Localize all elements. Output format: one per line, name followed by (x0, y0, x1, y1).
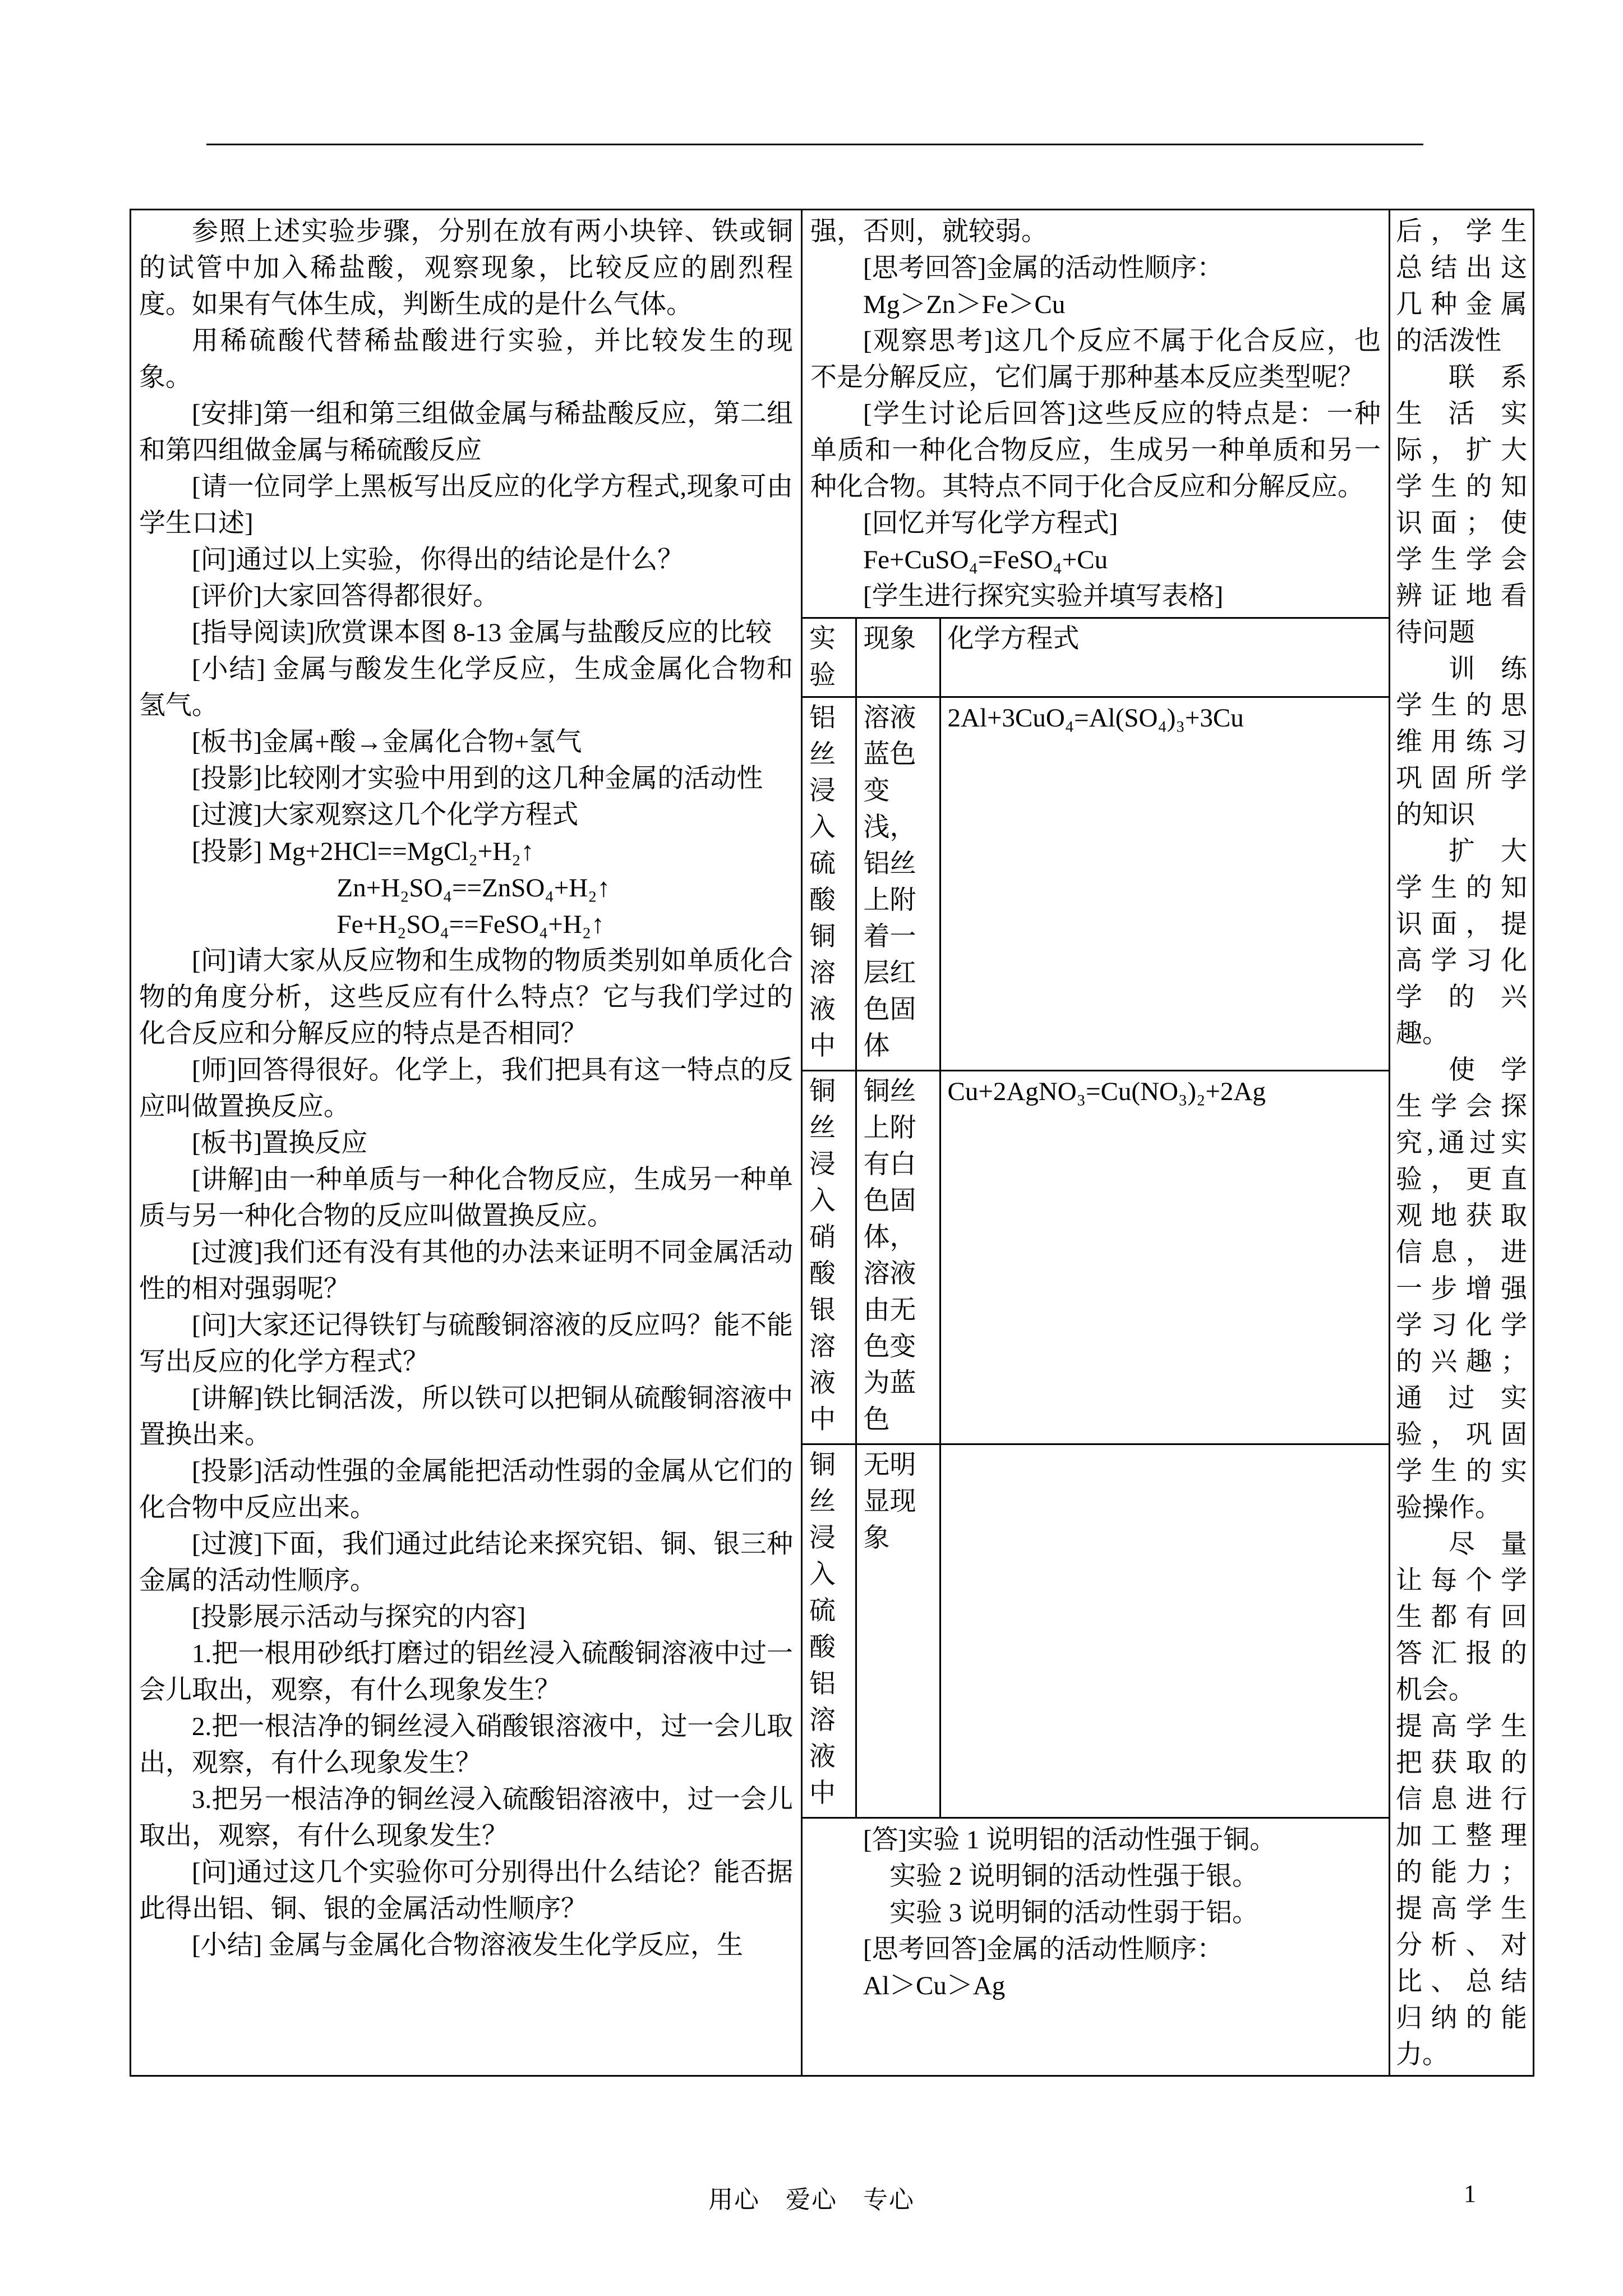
paragraph: [问]大家还记得铁钉与硫酸铜溶液的反应吗？能不能写出反应的化学方程式？ (139, 1311, 793, 1377)
paragraph: [指导阅读]欣赏课本图 8-13 金属与盐酸反应的比较 (192, 618, 772, 647)
paragraph: 使学生学会探究,通过实验，更直观地获取信息，进一步增强学习化学的兴趣；通过实验，巩固学生的实验操作。 (1396, 1056, 1527, 1522)
phenomenon-cell: 铜丝上附有白色固体，溶液由无色变为蓝色 (856, 1071, 940, 1444)
middle-bottom-text (803, 1819, 1389, 2004)
activity-series: Mg＞Zn＞Fe＞Cu (863, 290, 1066, 319)
paragraph: [思考回答]金属的活动性顺序： (863, 254, 1224, 283)
paragraph: 实验 3 说明铜的活动性弱于铝。 (889, 1898, 1258, 1927)
paragraph: [投影]活动性强的金属能把活动性弱的金属从它们的化合物中反应出来。 (139, 1457, 793, 1522)
paragraph: [观察思考]这几个反应不属于化合反应，也不是分解反应，它们属于那种基本反应类型呢？ (810, 326, 1381, 392)
equation-cell: 2Al+3CuO₄=Al(SO₄)₃+3Cu (940, 697, 1389, 1071)
activity-series: Al＞Cu＞Ag (863, 1971, 1006, 2000)
paragraph: 参照上述实验步骤，分别在放有两小块锌、铁或铜的试管中加入稀盐酸，观察现象，比较反应的剧烈程度。如果有气体生成，判断生成的是什么气体。 (139, 217, 793, 319)
header-rule (206, 144, 1423, 145)
paragraph: [讲解]铁比铜活泼，所以铁可以把铜从硫酸铜溶液中置换出来。 (139, 1384, 793, 1450)
paragraph: [安排]第一组和第三组做金属与稀盐酸反应，第二组和第四组做金属与稀硫酸反应 (139, 399, 793, 465)
equation-cell: Cu+2AgNO₃=Cu(NO₃)₂+2Ag (940, 1071, 1389, 1444)
paragraph: [答]实验 1 说明铝的活动性强于铜。 (863, 1825, 1276, 1855)
paragraph: [小结] 金属与酸发生化学反应，生成金属化合物和氢气。 (139, 655, 793, 720)
paragraph: 实验 2 说明铜的活动性强于银。 (889, 1862, 1258, 1891)
paragraph: [思考回答]金属的活动性顺序： (863, 1935, 1224, 1964)
paragraph: [小结] 金属与金属化合物溶液发生化学反应，生 (192, 1931, 744, 1960)
paragraph: 联系生活实际，扩大学生的知识面；使学生学会辨证地看待问题 (1396, 363, 1527, 647)
teaching-process-middle-column (803, 210, 1390, 2075)
teaching-notes-column (1390, 210, 1533, 2075)
paragraph: [学生讨论后回答]这些反应的特点是：一种单质和一种化合物反应，生成另一种单质和另一种化合物。其特点不同于化合反应和分解反应。 (810, 399, 1381, 501)
paragraph: [投影展示活动与探究的内容] (192, 1603, 526, 1632)
phenomenon-header-cell: 现象 (856, 618, 940, 697)
equation-header-cell: 化学方程式 (940, 618, 1389, 697)
chemical-equation: Fe+H₂SO₄==FeSO₄+H₂↑ (336, 910, 605, 939)
experiment-cell: 铜丝浸入硫酸铝溶液中 (803, 1444, 856, 1818)
paragraph: [问]请大家从反应物和生成物的物质类别如单质化合物的角度分析，这些反应有什么特点？它与我们学过的化合反应和分解反应的特点是否相同？ (139, 946, 793, 1048)
paragraph: 2.把一根洁净的铜丝浸入硝酸银溶液中，过一会儿取出，观察，有什么现象发生？ (139, 1712, 793, 1778)
experiment-table-header-row (803, 618, 1389, 697)
paragraph: [板书]金属+酸→金属化合物+氢气 (192, 728, 582, 757)
experiment-table (803, 617, 1389, 1819)
chemical-equation: Zn+H₂SO₄==ZnSO₄+H₂↑ (336, 873, 611, 903)
table-row (803, 697, 1389, 1071)
chemical-equation: [投影] Mg+2HCl==MgCl₂+H₂↑ (192, 837, 534, 866)
paragraph: 尽量让每个学生都有回答汇报的机会。 (1396, 1530, 1527, 1705)
table-row (803, 1071, 1389, 1444)
paragraph: 训练学生的思维用练习巩固所学的知识 (1396, 655, 1527, 830)
phenomenon-cell: 无明显现象 (856, 1444, 940, 1818)
paragraph: [评价]大家回答得都很好。 (192, 582, 500, 611)
paragraph: 后，学生总结出这几种金属的活泼性 (1396, 217, 1527, 356)
paragraph: [过渡]下面，我们通过此结论来探究铝、铜、银三种金属的活动性顺序。 (139, 1530, 793, 1595)
teaching-process-left-column (131, 210, 803, 2075)
paragraph: 1.把一根用砂纸打磨过的铝丝浸入硫酸铜溶液中过一会儿取出，观察，有什么现象发生？ (139, 1639, 793, 1705)
paragraph: 强，否则，就较弱。 (810, 217, 1048, 246)
paragraph: [问]通过以上实验，你得出的结论是什么？ (192, 545, 684, 574)
paragraph: [师]回答得很好。化学上，我们把具有这一特点的反应叫做置换反应。 (139, 1056, 793, 1121)
paragraph: 扩大学生的知识面，提高学习化学的兴趣。 (1396, 837, 1527, 1048)
paragraph: [过渡]我们还有没有其他的办法来证明不同金属活动性的相对强弱呢？ (139, 1238, 793, 1304)
table-row (803, 1444, 1389, 1818)
paragraph: [讲解]由一种单质与一种化合物反应，生成另一种单质与另一种化合物的反应叫做置换反应。 (139, 1165, 793, 1231)
paragraph: [投影]比较刚才实验中用到的这几种金属的活动性 (192, 764, 763, 793)
paragraph: 3.把另一根洁净的铜丝浸入硫酸铝溶液中，过一会儿取出，观察，有什么现象发生？ (139, 1785, 793, 1851)
page-number: 1 (1464, 2180, 1476, 2207)
paragraph: [过渡]大家观察这几个化学方程式 (192, 800, 579, 830)
experiment-cell: 铜丝浸入硝酸银溶液中 (803, 1071, 856, 1444)
middle-top-text (803, 210, 1389, 615)
paragraph (1396, 2073, 1527, 2075)
paragraph: [请一位同学上黑板写出反应的化学方程式,现象可由学生口述] (139, 472, 793, 538)
paragraph: [板书]置换反应 (192, 1129, 368, 1158)
paragraph: [学生进行探究实验并填写表格] (863, 582, 1224, 611)
paragraph: 用稀硫酸代替稀盐酸进行实验，并比较发生的现象。 (139, 326, 793, 392)
footer-motto: 用心 爱心 专心 (708, 2186, 915, 2214)
paragraph: [回忆并写化学方程式] (863, 509, 1118, 538)
experiment-header-cell: 实验 (803, 618, 856, 697)
equation-cell (940, 1444, 1389, 1818)
paragraph: 提高学生把获取的信息进行加工整理的能力；提高学生分析、对比、总结归纳的能力。 (1396, 1712, 1527, 2069)
experiment-cell: 铝丝浸入硫酸铜溶液中 (803, 697, 856, 1071)
phenomenon-cell: 溶液蓝色变浅，铝丝上附着一层红色固体 (856, 697, 940, 1071)
chemical-equation: Fe+CuSO₄=FeSO₄+Cu (863, 545, 1108, 574)
paragraph: [问]通过这几个实验你可分别得出什么结论？能否据此得出铝、铜、银的金属活动性顺序？ (139, 1858, 793, 1924)
lesson-plan-table (130, 209, 1534, 2077)
